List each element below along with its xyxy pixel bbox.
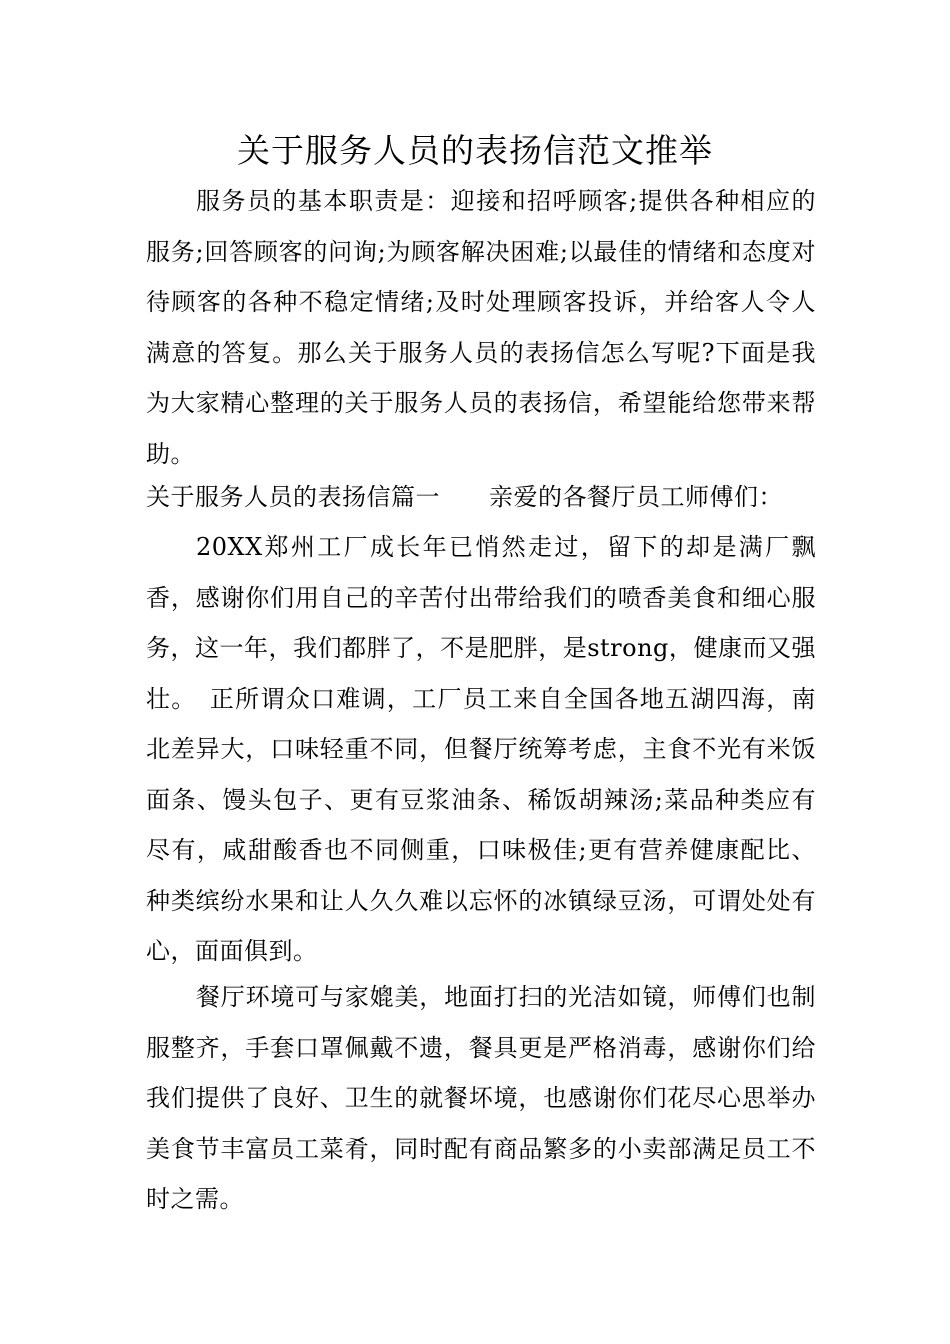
- letter-heading-line: 关于服务人员的表扬信篇一 亲爱的各餐厅员工师傅们：: [146, 483, 783, 511]
- letter-paragraph-1: 20XX郑州工厂成长年已悄然走过，留下的却是满厂飘香，感谢你们用自己的辛苦付出带给我们的喷香美食和细心服务，这一年，我们都胖了，不是肥胖，是strong，健康而又强壮。 正所谓众口难调，工厂员工来自全国各地五湖四海，南北差异大，口味轻重不同，但餐厅统筹考虑，主食不光有米饭面条、馒头包子、更有豆浆油条、稀饭胡辣汤;菜品种类应有尽有，咸甜酸香也不同侧重，口味极佳;更有营养健康配比、种类缤纷水果和让人久久难以忘怀的冰镇绿豆汤，可谓处处有心，面面俱到。: [146, 533, 816, 965]
- intro-paragraph: 服务员的基本职责是：迎接和招呼顾客;提供各种相应的服务;回答顾客的问询;为顾客解决困难;以最佳的情绪和态度对待顾客的各种不稳定情绪;及时处理顾客投诉，并给客人令人满意的答复。那么关于服务人员的表扬信怎么写呢?下面是我为大家精心整理的关于服务人员的表扬信，希望能给您带来帮助。: [146, 187, 816, 468]
- letter-paragraph-2: 餐厅环境可与家媲美，地面打扫的光洁如镜，师傅们也制服整齐，手套口罩佩戴不遗，餐具更是严格消毒，感谢你们给我们提供了良好、卫生的就餐坏境，也感谢你们花尽心思举办美食节丰富员工菜肴，同时配有商品繁多的小卖部满足员工不时之需。: [146, 983, 816, 1213]
- document-title: 关于服务人员的表扬信范文推举: [237, 131, 713, 170]
